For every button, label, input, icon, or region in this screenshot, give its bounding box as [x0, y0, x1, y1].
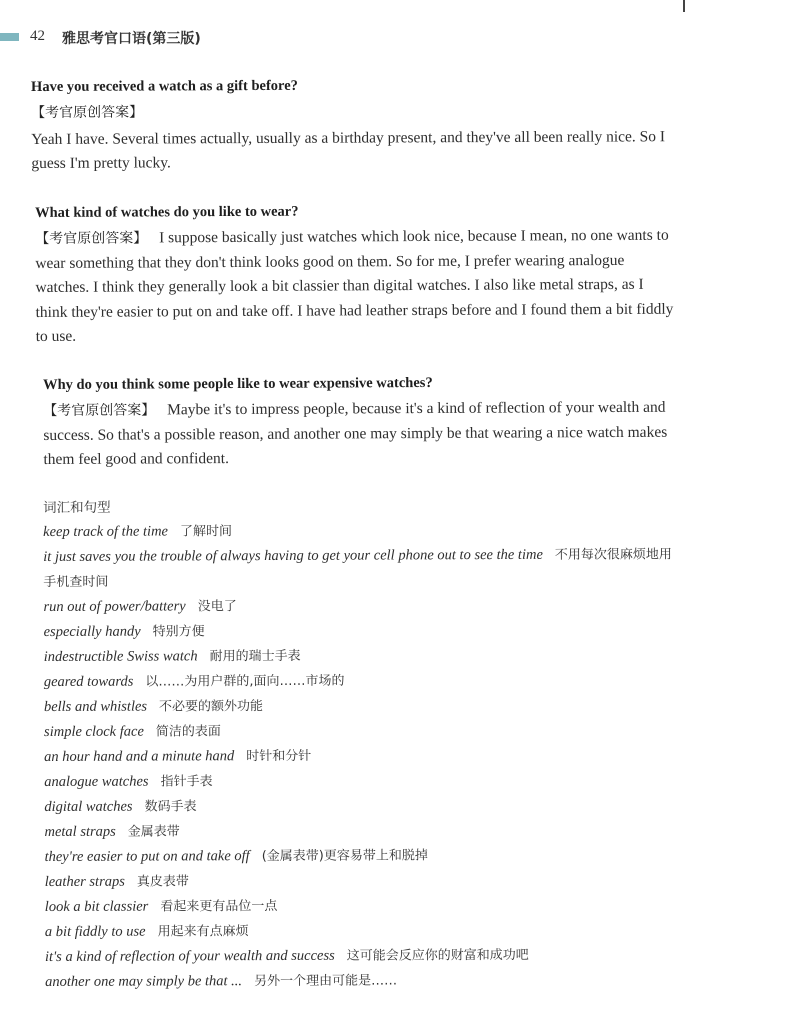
vocab-chinese: 用起来有点麻烦: [157, 924, 249, 940]
vocab-chinese: 不必要的额外功能: [159, 699, 264, 715]
vocab-item: [43, 542, 683, 595]
answer-text: Maybe it's to impress people, because it's a kind of reflection of your wealth and success. So that's a possible reason, and another one may simply be that wearing a nice watch makes them feel good and confident.: [43, 398, 668, 468]
vocab-english: it's a kind of reflection of your wealth and success: [44, 947, 335, 965]
vocab-english: geared towards: [43, 673, 134, 690]
vocabulary-list: [43, 517, 685, 995]
vocab-english: run out of power/battery: [43, 598, 186, 615]
vocab-chinese: 数码手表: [144, 799, 197, 815]
vocab-english: indestructible Swiss watch: [43, 648, 198, 665]
vocab-item: [44, 817, 684, 845]
vocab-chinese: 另外一个理由可能是……: [254, 973, 398, 990]
vocab-english: they're easier to put on and take off: [44, 848, 250, 865]
header-accent-bar: [0, 33, 19, 41]
vocab-english: an hour hand and a minute hand: [44, 748, 235, 765]
vocab-chinese: 金属表带: [127, 824, 180, 840]
vocab-item: [44, 692, 684, 720]
vocab-chinese: 这可能会反应你的财富和成功吧: [346, 947, 529, 964]
answer-text: Yeah I have. Several times actually, usually as a birthday present, and they've all been really nice. So I guess I'm pretty lucky.: [31, 127, 666, 172]
vocab-chinese: 以……为用户群的,面向……市场的: [145, 673, 345, 690]
vocab-english: another one may simply be that ...: [45, 973, 243, 990]
vocab-english: analogue watches: [44, 773, 149, 790]
vocab-chinese: 耐用的瑞士手表: [209, 648, 301, 665]
vocab-item: [44, 742, 684, 770]
question: Why do you think some people like to wear expensive watches?: [43, 374, 433, 393]
vocab-item: [45, 842, 685, 870]
vocab-chinese: 真皮表带: [136, 874, 189, 890]
vocab-english: a bit fiddly to use: [44, 923, 146, 940]
vocab-item: [45, 892, 685, 920]
answer: [35, 224, 676, 350]
vocab-chinese: 没电了: [197, 599, 237, 615]
answer-label: 【考官原创答案】: [35, 230, 148, 247]
vocab-item: [44, 717, 684, 745]
qa-block-watch-preference: [35, 202, 676, 350]
vocab-english: simple clock face: [43, 723, 144, 740]
question: Have you received a watch as a gift before?: [31, 77, 298, 95]
answer: [43, 396, 673, 473]
vocab-english: it just saves you the trouble of always having to get your cell phone out to see the time: [43, 546, 543, 565]
vocab-chinese: 不用每次很麻烦地用手机查时间: [43, 547, 672, 590]
vocab-chinese: (金属表带)更容易带上和脱掉: [261, 848, 428, 865]
vocab-item: [45, 917, 685, 945]
vocab-item: [43, 517, 683, 545]
qa-block-expensive-watches: [43, 374, 673, 473]
page-number: 42: [30, 28, 45, 44]
vocab-item: [44, 767, 684, 795]
vocab-chinese: 了解时间: [179, 524, 233, 540]
vocab-english: look a bit classier: [44, 898, 149, 915]
vocab-chinese: 时针和分针: [246, 748, 312, 765]
page-edge-mark: [683, 0, 685, 12]
vocabulary-title: 词汇和句型: [43, 499, 111, 516]
vocab-item: [45, 942, 685, 970]
answer: [31, 98, 671, 176]
vocab-item: [44, 617, 684, 645]
question: What kind of watches do you like to wear?: [35, 203, 299, 221]
vocab-chinese: 指针手表: [160, 774, 213, 790]
vocab-chinese: 看起来更有品位一点: [160, 898, 278, 915]
vocab-chinese: 简洁的表面: [155, 724, 221, 740]
answer-label: 【考官原创答案】: [43, 402, 156, 419]
vocab-item: [44, 667, 684, 695]
vocab-item: [45, 967, 685, 995]
qa-block-gift-watch: [31, 76, 671, 176]
vocab-item: [45, 867, 685, 895]
vocab-item: [44, 642, 684, 670]
answer-text: I suppose basically just watches which look nice, because I mean, no one wants to wear something that they don't think looks good on them. So for me, I prefer wearing analogue watches. I think they generally look a bit classier than digital watches. I also like metal straps, as I think they're easier to put on and take off. I have had leather straps before and I found them a bit fiddly to use.: [35, 226, 674, 345]
vocab-item: [43, 592, 683, 620]
answer-label: 【考官原创答案】: [31, 104, 144, 121]
vocab-english: leather straps: [44, 873, 125, 890]
vocab-english: metal straps: [44, 823, 116, 840]
vocab-english: especially handy: [43, 623, 141, 640]
book-title: 雅思考官口语(第三版): [62, 31, 201, 47]
vocab-item: [44, 792, 684, 820]
vocab-english: bells and whistles: [43, 698, 148, 715]
vocab-chinese: 特别方便: [152, 624, 205, 640]
vocab-english: digital watches: [44, 798, 133, 815]
vocabulary-section: [43, 493, 685, 995]
vocab-english: keep track of the time: [43, 523, 169, 540]
